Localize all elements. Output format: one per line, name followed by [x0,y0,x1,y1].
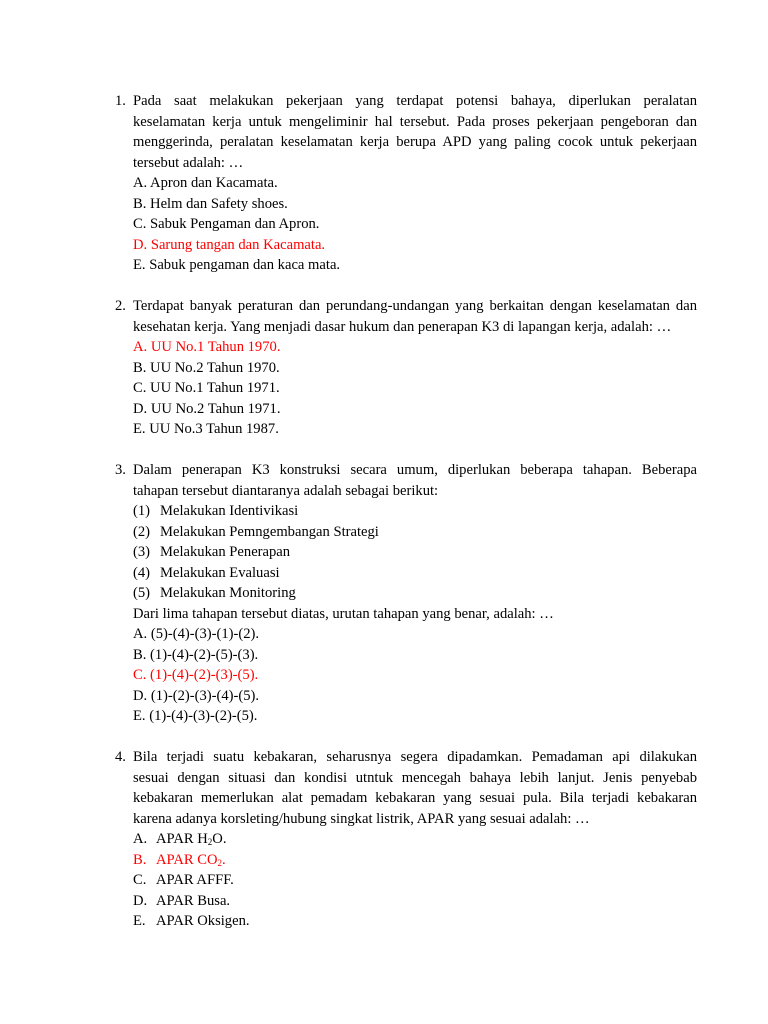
question-body [133,747,697,932]
option-text [156,891,230,912]
answer-option: C. Sabuk Pengaman dan Apron. [133,216,320,232]
step-number: (3) [133,544,151,560]
answer-option: E. Sabuk pengaman dan kaca mata. [133,257,341,273]
step-item [133,583,697,604]
option-key: E. [133,913,146,929]
answer-option [133,891,697,912]
step-number: (4) [133,564,151,581]
option-key: A. [133,831,148,847]
question-2 [0,296,768,440]
step-text: Melakukan Penerapan [160,544,291,560]
step-item [133,522,697,543]
answer-option: B. (1)-(4)-(2)-(5)-(3). [133,646,259,663]
answer-option [133,870,697,891]
step-number: (2) [133,523,151,540]
answer-option: B. UU No.2 Tahun 1970. [133,359,280,376]
question-body [133,91,697,276]
answer-option: E. UU No.3 Tahun 1987. [133,421,279,437]
option-subscript: 2 [207,837,213,847]
option-subscript: 2 [217,857,223,868]
question-text-line: Pada saat melakukan pekerjaan yang terdapat potensi bahaya, diperlukan peralatan [133,93,697,109]
question-1 [0,91,768,276]
question-text-line: Terdapat banyak peraturan dan perundang-undangan yang berkaitan dengan keselamatan dan [133,298,697,314]
step-text: Melakukan Pemngembangan Strategi [160,523,379,540]
question-body [133,296,697,440]
answer-option: A. Apron dan Kacamata. [133,175,278,191]
answer-option [133,829,697,850]
step-item [133,563,697,584]
question-text-line: sesuai dengan situasi dan kondisi utntuk mencegah bahaya lebih lanjut. Jenis penyebab [133,769,697,786]
answer-option: D. Sarung tangan dan Kacamata. [133,236,326,253]
option-text [156,850,226,871]
option-text [156,911,250,932]
answer-option [133,911,697,932]
option-text [156,870,234,891]
answer-option: C. (1)-(4)-(2)-(3)-(5). [133,667,259,683]
document-page [0,91,768,952]
question-text-line: kebakaran memerlukan alat pemadam kebakaran yang sesuai pula. Bila terjadi kebakaran [133,790,697,806]
option-text [156,829,226,850]
question-text-line: karena adanya korsleting/hubung singkat listrik, APAR yang sesuai adalah: … [133,810,590,827]
step-text: Melakukan Evaluasi [160,564,280,581]
option-text-main: APAR Oksigen. [156,913,250,929]
option-key: B. [133,851,147,868]
step-number: (1) [133,503,151,519]
option-text-main: APAR Busa. [156,892,231,909]
option-text-main: APAR AFFF. [156,872,234,888]
step-number: (5) [133,585,151,601]
option-text-main: APAR CO [156,851,218,868]
answer-option: A. UU No.1 Tahun 1970. [133,339,281,355]
question-number: 3. [115,462,126,478]
question-text-line: Dari lima tahapan tersebut diatas, urutan tahapan yang benar, adalah: … [133,605,554,622]
question-body [133,460,697,727]
answer-option: A. (5)-(4)-(3)-(1)-(2). [133,626,260,642]
option-text-main: APAR H [156,831,208,847]
step-text: Melakukan Identivikasi [160,503,299,519]
answer-option: D. UU No.2 Tahun 1971. [133,400,281,417]
question-text-line: Bila terjadi suatu kebakaran, seharusnya segera dipadamkan. Pemadaman api dilakukan [133,749,697,765]
question-3 [0,460,768,727]
answer-option [133,850,697,871]
question-text-line: tahapan tersebut diantaranya adalah sebagai berikut: [133,482,439,499]
question-text-line: keselamatan kerja untuk mengeliminir hal tersebut. Pada proses pekerjaan pengeboran dan [133,113,697,130]
answer-option: E. (1)-(4)-(3)-(2)-(5). [133,708,258,724]
question-number: 4. [115,749,126,765]
question-text-line: menggerinda, peralatan keselamatan kerja berupa APD yang paling cocok untuk pekerjaan [133,134,697,150]
question-text-line: kesehatan kerja. Yang menjadi dasar hukum dan penerapan K3 di lapangan kerja, adalah: … [133,318,672,335]
answer-option: D. (1)-(2)-(3)-(4)-(5). [133,687,260,704]
step-item [133,501,697,522]
answer-option: C. UU No.1 Tahun 1971. [133,380,280,396]
step-item [133,542,697,563]
option-text-tail: . [222,851,226,868]
option-key: D. [133,892,148,909]
step-text: Melakukan Monitoring [160,585,296,601]
option-key: C. [133,872,147,888]
question-text-line: tersebut adalah: … [133,154,244,171]
question-number: 1. [115,93,126,109]
answer-option: B. Helm dan Safety shoes. [133,195,288,212]
question-text-line: Dalam penerapan K3 konstruksi secara umum, diperlukan beberapa tahapan. Beberapa [133,462,697,478]
question-4 [0,747,768,932]
option-text-tail: O. [212,831,227,847]
question-number: 2. [115,298,126,314]
